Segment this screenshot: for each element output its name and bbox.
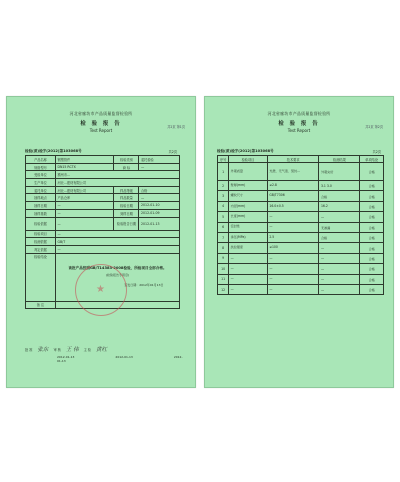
row-number: 6 (218, 222, 229, 232)
result: — (319, 253, 360, 263)
field-value: 2012-01-09 (139, 209, 180, 217)
result: 合格 (319, 232, 360, 242)
field-label: 商 标 (114, 163, 139, 171)
field-label: 抽样地点 (26, 194, 56, 202)
requirement: 16.0±0.5 (267, 201, 319, 211)
result: 外观完好 (319, 163, 360, 181)
requirement: — (267, 274, 319, 284)
result: 合格 (319, 191, 360, 201)
field-value: — (56, 245, 180, 253)
result: 3.1 3.0 (319, 181, 360, 191)
table-row (26, 163, 180, 171)
report-title: 检 验 报 告 (80, 121, 122, 127)
field-value: — (56, 230, 180, 238)
date-1: 2012-01-13 (57, 355, 75, 359)
report-title: 检 验 报 告 (278, 121, 320, 127)
date-2: 2012-01-13 (115, 355, 133, 359)
report-header (205, 111, 393, 133)
table-row (218, 232, 384, 242)
test-item: — (229, 284, 268, 294)
field-label: 规格型号 (26, 163, 56, 171)
field-label: 检验类别 (114, 156, 139, 164)
remark-label: 备 注 (26, 301, 56, 309)
field-label: 委托单位 (26, 186, 56, 194)
test-item: 密封性 (229, 222, 268, 232)
field-value: — (139, 163, 180, 171)
doc-number: 检验(质)检字(2012)第103068号 (25, 149, 82, 153)
field-value: 河北...建材有限公司 (56, 186, 114, 194)
verdict: 合格 (360, 253, 384, 263)
result: — (319, 264, 360, 274)
field-value: — (56, 202, 114, 210)
test-item: 壁厚(mm) (229, 181, 268, 191)
field-value: — (56, 217, 114, 230)
field-value: 霸州市... (56, 171, 180, 179)
table-row (26, 186, 180, 194)
field-label: 到样日期 (114, 209, 139, 217)
result: 无渗漏 (319, 222, 360, 232)
date-3: 2012-01-13 (57, 355, 183, 363)
table-row (26, 156, 180, 164)
test-item: — (229, 274, 268, 284)
conclusion-note: (检验报告专用章) (105, 272, 130, 277)
requirement: 2.5 (267, 232, 319, 242)
signature-dates (57, 355, 187, 363)
test-item: — (229, 264, 268, 274)
result: — (319, 284, 360, 294)
report-header (7, 111, 195, 133)
field-label: 检测依据 (26, 238, 56, 246)
official-seal-stamp (75, 264, 127, 316)
report-subtitle: Test Report (287, 128, 311, 133)
table-row (26, 209, 180, 217)
verdict: 合格 (360, 264, 384, 274)
requirement: 光滑，无气泡、裂纹... (267, 163, 319, 181)
page-tag: 共2页 第1页 (167, 125, 185, 129)
test-item: 内径(mm) (229, 201, 268, 211)
verdict: 合格 (360, 284, 384, 294)
result: 16.2 (319, 201, 360, 211)
table-row (26, 171, 180, 179)
field-value: 2012-01-13 (139, 217, 180, 230)
requirement: — (267, 222, 319, 232)
approver-signature: 张东 (37, 347, 49, 353)
tester-signature: 黄红 (96, 347, 108, 353)
field-value: 河北...建材有限公司 (56, 179, 180, 187)
conclusion-label: 检验结论 (26, 253, 56, 301)
test-item: 螺纹尺寸 (229, 191, 268, 201)
field-label: 样品数量 (114, 194, 139, 202)
field-label: 抽样日期 (26, 202, 56, 210)
field-label: 检验日期 (114, 202, 139, 210)
field-label: 检验项目 (26, 230, 56, 238)
requirement: — (267, 264, 319, 274)
column-header: 检验项目 (229, 156, 268, 163)
page-tag: 共2页 第2页 (365, 125, 383, 129)
result: — (319, 212, 360, 222)
field-label: 判定依据 (26, 245, 56, 253)
signature-row (25, 345, 183, 353)
field-value: 2012-01-10 (139, 202, 180, 210)
field-value: 合格 (139, 186, 180, 194)
table-row (26, 245, 180, 253)
report-subtitle: Test Report (89, 128, 113, 133)
field-value: GB/T (56, 238, 180, 246)
test-item: 抗拉强度 (229, 243, 268, 253)
table-row (218, 201, 384, 211)
results-table (217, 155, 384, 295)
field-value: 委托检验 (139, 156, 180, 164)
field-label: 样品等级 (114, 186, 139, 194)
page-count: 共2页 (372, 150, 381, 154)
approver-label: 批 准 (25, 348, 33, 352)
requirement: — (267, 212, 319, 222)
field-value: 钢塑管件 (56, 156, 114, 164)
doc-number: 检验(质)检字(2012)第103068号 (217, 149, 274, 153)
column-header: 序号 (218, 156, 229, 163)
result: — (319, 274, 360, 284)
table-row (26, 179, 180, 187)
field-label: 检验依据 (26, 217, 56, 230)
page-count: 共2页 (168, 150, 177, 154)
table-row (26, 194, 180, 202)
reviewer-label: 审 核 (53, 348, 61, 352)
row-number: 11 (218, 274, 229, 284)
table-row (218, 181, 384, 191)
table-row (218, 253, 384, 263)
table-row (218, 212, 384, 222)
table-row (218, 274, 384, 284)
table-row (218, 163, 384, 181)
org-name: 河北省廊坊市产品质量监督检验所 (69, 111, 133, 116)
test-item: 承压(MPa) (229, 232, 268, 242)
verdict: 合格 (360, 232, 384, 242)
row-number: 1 (218, 163, 229, 181)
verdict: 合格 (360, 163, 384, 181)
result: — (319, 243, 360, 253)
table-row (26, 238, 180, 246)
conclusion-text: 该批产品按照GB/T14383-2008检验，所检项目全部合格。 (68, 265, 167, 270)
field-label: 受检单位 (26, 171, 56, 179)
conclusion-date: 签发日期：2012年01月13日 (124, 282, 164, 287)
table-row (218, 264, 384, 274)
requirement: — (267, 253, 319, 263)
table-header-row (218, 156, 384, 163)
verdict: 合格 (360, 201, 384, 211)
field-label: 检验报告日期 (114, 217, 139, 230)
test-item: 长度(mm) (229, 212, 268, 222)
column-header: 单项结论 (360, 156, 384, 163)
row-number: 4 (218, 201, 229, 211)
row-number: 3 (218, 191, 229, 201)
field-label: 生产单位 (26, 179, 56, 187)
verdict: 合格 (360, 191, 384, 201)
row-number: 9 (218, 253, 229, 263)
row-number: 10 (218, 264, 229, 274)
field-label: 产品名称 (26, 156, 56, 164)
requirement: ≥100 (267, 243, 319, 253)
requirement: GB/T7306 (267, 191, 319, 201)
field-value: — (56, 209, 114, 217)
row-number: 2 (218, 181, 229, 191)
row-number: 8 (218, 243, 229, 253)
table-row (218, 284, 384, 294)
column-header: 检测结果 (319, 156, 360, 163)
tester-label: 主 检 (83, 348, 91, 352)
test-item: — (229, 253, 268, 263)
requirement: ≥2.8 (267, 181, 319, 191)
table-row (218, 222, 384, 232)
field-label: 抽样基数 (26, 209, 56, 217)
table-row (218, 243, 384, 253)
reviewer-signature: 王 伟 (65, 347, 79, 353)
verdict: 合格 (360, 222, 384, 232)
field-value: 产品仓库 (56, 194, 114, 202)
requirement: — (267, 284, 319, 294)
verdict: 合格 (360, 274, 384, 284)
verdict: 合格 (360, 212, 384, 222)
table-row (26, 217, 180, 230)
row-number: 5 (218, 212, 229, 222)
row-number: 12 (218, 284, 229, 294)
verdict: 合格 (360, 243, 384, 253)
table-row (26, 202, 180, 210)
column-header: 技术要求 (267, 156, 319, 163)
field-value: — (139, 194, 180, 202)
table-row (218, 191, 384, 201)
verdict: 合格 (360, 181, 384, 191)
field-value: DN15 RCTX (56, 163, 114, 171)
report-page-2 (204, 96, 394, 388)
table-row (26, 230, 180, 238)
test-item: 外观质量 (229, 163, 268, 181)
report-page-1 (6, 96, 196, 388)
org-name: 河北省廊坊市产品质量监督检验所 (267, 111, 331, 116)
row-number: 7 (218, 232, 229, 242)
